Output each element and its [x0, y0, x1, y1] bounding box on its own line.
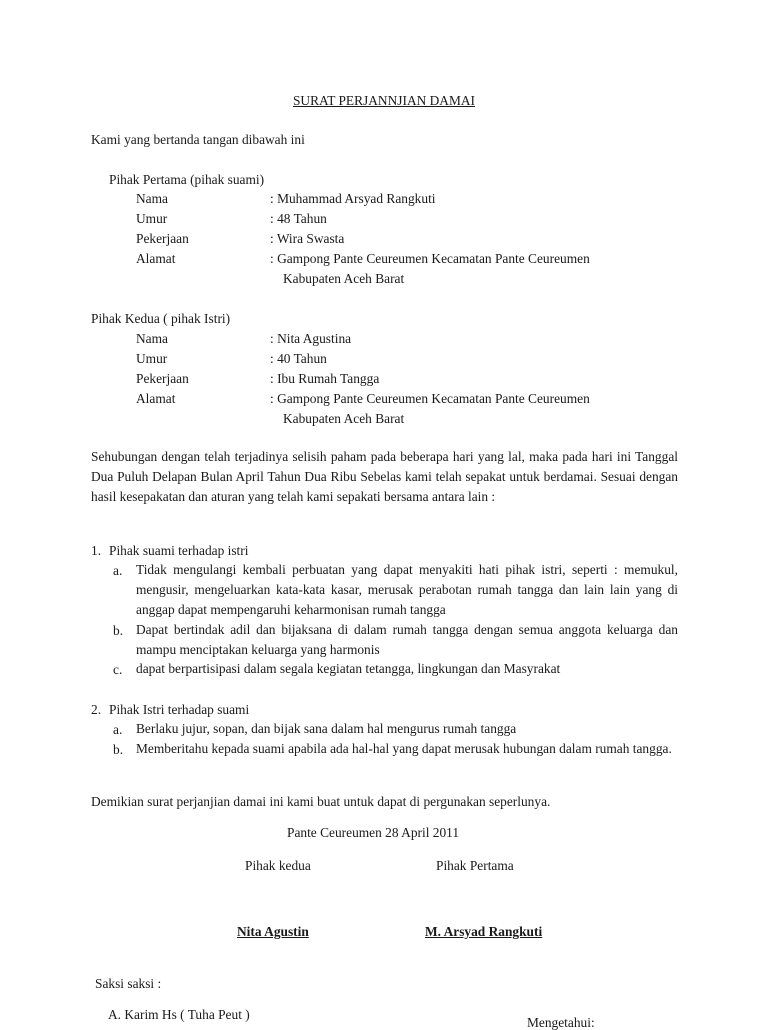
witness-item: A. Karim Hs ( Tuha Peut ) — [108, 1007, 250, 1022]
signature-role-right: Pihak Pertama — [436, 858, 514, 873]
field-value: : 40 Tahun — [270, 351, 327, 366]
place-date: Pante Ceureumen 28 April 2011 — [287, 825, 460, 840]
item-letter: b. — [113, 623, 124, 638]
field-value-continued: Kabupaten Aceh Barat — [283, 411, 405, 426]
item-letter: a. — [113, 563, 123, 578]
list-item: Tidak mengulangi kembali perbuatan yang dapat menyakiti hati pihak istri, seperti : memukul, mengusir, mengeluarkan kata-kata kasar, merusak perabotan rumah tangga dan lain lain yang di anggap dapat mempengaruhi keharmonisan rumah tangga — [136, 562, 678, 618]
field-value: : Muhammad Arsyad Rangkuti — [270, 191, 436, 206]
list-item: Dapat bertindak adil dan bijaksana di dalam rumah tangga dengan semua anggota keluarga dan mampu menciptakan keluarga yang harmonis — [136, 622, 678, 658]
document-title: SURAT PERJANNJIAN DAMAI — [292, 93, 476, 108]
witness-heading: Saksi saksi : — [95, 976, 162, 991]
field-label: Nama — [136, 331, 168, 346]
field-label: Pekerjaan — [136, 231, 189, 246]
field-value: : Nita Agustina — [270, 331, 352, 346]
signature-name-right: M. Arsyad Rangkuti — [425, 924, 543, 939]
intro-text: Kami yang bertanda tangan dibawah ini — [91, 132, 305, 147]
field-label: Alamat — [136, 251, 176, 266]
field-value: : Wira Swasta — [270, 231, 345, 246]
section-heading: Pihak Istri terhadap suami — [109, 702, 250, 717]
field-value: : 48 Tahun — [270, 211, 327, 226]
section-number: 1. — [91, 543, 102, 558]
list-item: Berlaku jujur, sopan, dan bijak sana dalam hal mengurus rumah tangga — [136, 721, 517, 736]
field-value: : Gampong Pante Ceureumen Kecamatan Pante Ceureumen — [270, 391, 590, 406]
signature-name-left: Nita Agustin — [237, 924, 309, 939]
acknowledged-label: Mengetahui: — [527, 1015, 595, 1030]
section-number: 2. — [91, 702, 102, 717]
body-paragraph: Sehubungan dengan telah terjadinya selisih paham pada beberapa hari yang lal, maka pada hari ini Tanggal Dua Puluh Delapan Bulan April Tahun Dua Ribu Sebelas kami telah sepakat untuk berdamai. Sesuai dengan hasil kesepakatan dan aturan yang telah kami sepakati bersama antara lain : — [91, 449, 678, 505]
pihak-kedua-heading: Pihak Kedua ( pihak Istri) — [91, 311, 231, 326]
field-label: Umur — [136, 351, 168, 366]
closing-text: Demikian surat perjanjian damai ini kami buat untuk dapat di pergunakan seperlunya. — [91, 794, 551, 809]
item-letter: c. — [113, 662, 123, 677]
item-letter: b. — [113, 742, 124, 757]
field-value: : Gampong Pante Ceureumen Kecamatan Pante Ceureumen — [270, 251, 590, 266]
field-label: Alamat — [136, 391, 176, 406]
list-item: dapat berpartisipasi dalam segala kegiatan tetangga, lingkungan dan Masyrakat — [136, 661, 561, 676]
field-value-continued: Kabupaten Aceh Barat — [283, 271, 405, 286]
list-item: Memberitahu kepada suami apabila ada hal-hal yang dapat merusak hubungan dalam rumah tangga. — [136, 741, 672, 756]
field-label: Nama — [136, 191, 168, 206]
item-letter: a. — [113, 722, 123, 737]
field-label: Pekerjaan — [136, 371, 189, 386]
signature-role-left: Pihak kedua — [245, 858, 311, 873]
section-heading: Pihak suami terhadap istri — [109, 543, 249, 558]
pihak-pertama-heading: Pihak Pertama (pihak suami) — [109, 172, 265, 187]
field-value: : Ibu Rumah Tangga — [270, 371, 380, 386]
field-label: Umur — [136, 211, 168, 226]
